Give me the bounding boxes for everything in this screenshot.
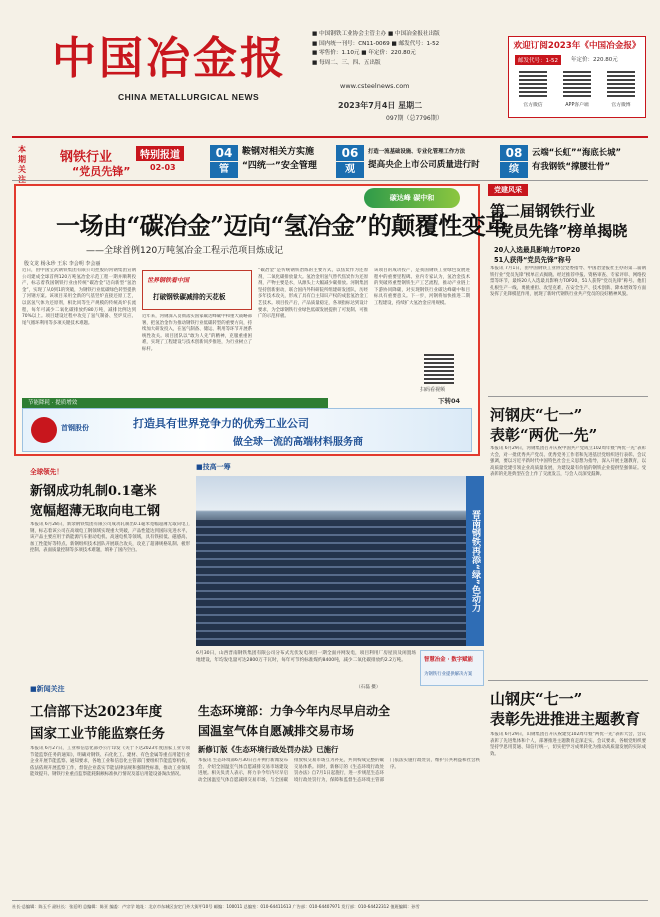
nav-page-tag: 缤: [500, 162, 528, 178]
story-body: 本报讯 6月29日，山钢集团召开庆祝建党102周年暨“两优一先”表彰大会，会议表彰了先进集体和个人，部署推进主题教育走深走实。会议要求，各级党组织要坚持学思用贯通、知信行统一，切实把学习成果转化为推动高质量发展的实际成效。: [490, 732, 646, 757]
nav-feature-pages: 02-03: [150, 163, 176, 172]
masthead-info: [312, 30, 502, 68]
banner-tagline-secondary: 做全球一流的高端材料服务商: [233, 437, 363, 448]
nav-item-line: 云端“长虹”“海底长城”: [532, 147, 622, 157]
nav-page-number: 06: [336, 145, 364, 161]
nav-page-number: 08: [500, 145, 528, 161]
nav-feature-sub: “党员先锋”: [72, 165, 131, 178]
lead-byline: 殷文龙 杨永珍 王东 李会明 李会丽: [24, 261, 101, 267]
masthead-info-line: ■ 国内统一刊号：CN11-0069 ■ 邮发代号：1-52: [312, 40, 440, 47]
section-tag: ■技高一筹: [196, 463, 231, 471]
qr-label: APP客户端: [565, 103, 589, 108]
masthead-info-line: ■ 每周二、三、四、五出版: [312, 59, 381, 66]
story-subhead: 新修订版《生态环境行政处罚办法》已施行: [198, 745, 339, 754]
lead-headline[interactable]: 一场由“碳冶金”迈向“氢冶金”的颠覆性变革: [56, 211, 509, 240]
qr-label: 官方微博: [611, 103, 631, 108]
story-headline[interactable]: 宽幅超薄无取向电工钢: [30, 504, 161, 519]
section-tag: 党建风采: [488, 184, 528, 196]
small-ad-text: 智慧冶金 · 数字赋能: [424, 657, 473, 663]
website-link[interactable]: www.csteelnews.com: [340, 82, 410, 90]
photo-credit: （石磊 摄）: [356, 685, 381, 690]
story-headline[interactable]: 新钢成功轧制0.1毫米: [30, 484, 157, 499]
publication-date: 2023年7月4日 星期二: [338, 101, 423, 110]
nav-item-text: [368, 147, 480, 170]
masthead-title: 中国冶金报: [52, 33, 287, 84]
small-ad[interactable]: [420, 650, 484, 686]
banner-tagline: 打造具有世界竞争力的优秀工业公司: [133, 417, 309, 430]
lead-inset-title: 打破钢铁碳减排的天花板: [153, 293, 226, 301]
banner-company-name: 首钢股份: [61, 424, 89, 432]
story-subhead: 51人获得“党员先锋”称号: [494, 256, 572, 264]
story-body: 本报讯 6月27日，工业和信息化部办公厅印发《关于下达2023年度国家工业专项节能监察任务的通知》，明确对钢铁、石化化工、建材、有色金属等重点用能行业企业开展节能监察。通知要求，各地工业和信息化主管部门要组织节能监察机构，依法依规开展监察工作，督促企业落实节能法律法规和强制性标准，推动工业领域能效提升。钢铁行业重点监察能耗限额标准执行情况及落后用能设备淘汰情况。: [30, 746, 190, 778]
carbon-neutral-logo: 碳达峰 碳中和: [364, 188, 460, 208]
story-headline[interactable]: 国温室气体自愿减排交易市场: [198, 724, 355, 738]
nav-label: 本期关: [18, 145, 26, 174]
story-body: 本报讯 6月29日，河钢集团召开庆祝中国共产党成立102周年暨“两优一先”表彰大会，对一批优秀共产党员、优秀党务工作者和先进基层党组织进行表彰。会议强调，要以习近平新时代中国特色社会主义思想为指导，深入开展主题教育，以高质量党建引领企业高质量发展，为建设最有价值的钢铁企业提供坚强保证。受表彰的先进典型在会上作了交流发言，与会人员深受鼓舞。: [490, 446, 646, 478]
story-headline[interactable]: “党员先锋”榜单揭晓: [490, 222, 628, 240]
lead-body-column: 该项目的成功投产，是我国钢铁工业绿色发展进程中的重要里程碑。业内专家认为，氢冶金技术的突破将重塑钢铁生产工艺流程，推动产业链上下游协同降碳，对实现钢铁行业碳达峰碳中和目标具有重要意义。下一步，河钢将加快推进二期工程建设，持续扩大氢冶金应用规模。: [374, 268, 470, 306]
story-headline[interactable]: 河钢庆“七一”: [490, 406, 583, 424]
qr-label: 官方微信: [523, 103, 543, 108]
masthead-divider: [12, 136, 648, 138]
story-body: 本报讯 生态环境部6月30日召开例行新闻发布会，介绍全国温室气体自愿减排交易市场建设进展。相关负责人表示，将力争今年内尽早启动全国温室气体自愿减排交易市场，与全国碳排放权交易市场互为补充，共同构成完整的碳交易体系。同时，新修订的《生态环境行政处罚办法》自7月1日起施行，进一步规范生态环境行政处罚行为，保障和监督生态环境主管部门依法实施行政处罚，维护公共利益和社会秩序。: [198, 758, 480, 783]
lead-body-column: 近年来，河钢深入贯彻落实国家碳达峰碳中和重大战略部署，把氢冶金作为推动钢铁行业低碳转型的重要方向，持续加大研发投入，在氢气制备、储运、利用等环节开展系统性攻关。项目团队以“敢为人先”的精神，克服重重困难，实现了工程建设与技术创新同步推进，为行业树立了标杆。: [142, 314, 252, 352]
footer-divider: [12, 900, 648, 901]
column-divider: [488, 396, 648, 397]
masthead-info-line: ■ 中国钢铁工业协会主管主办 ■ 中国冶金报社出版: [312, 31, 440, 37]
lead-body-column: “碳冶金”是传统钢铁冶炼的主要方式，以焦炭作为还原剂，二氧化碳排放量大。氢冶金用氢气替代焦炭作为还原剂，产物主要是水，从源头上大幅减少碳排放。河钢集团坚持创新驱动，联合国内外科研院所组建研发团队，历经多年技术攻关，形成了具有自主知识产权的成套氢冶金工艺技术。项目投产后，产品质量稳定，各项指标达到设计要求，为全球钢铁行业绿色低碳发展提供了可复制、可推广的示范样板。: [258, 268, 368, 320]
nav-page-tag: 管: [210, 162, 238, 178]
nav-item-text: [532, 147, 621, 171]
story-body: 本报讯 7月1日，由中国钢铁工业协会党委指导、中国冶金报社主办的第二届钢铁行业“党员先锋”榜单正式揭晓。经过推荐申报、资格审查、专家评审、网络投票等环节，最终20人入选最具影响力TOP20，51人获得“党员先锋”称号。他们扎根生产一线，勇挑重担、攻坚克难，在安全生产、技术创新、降本增效等方面发挥了先锋模范作用，展现了新时代钢铁行业共产党员的良好精神风貌。: [490, 266, 646, 298]
story-kicker: 全球领先！: [30, 468, 63, 476]
photo-caption: 6月30日，山西晋南钢铁集团有限公司分布式光伏发电项目一期全面并网发电，项目利用厂房屋顶及闲置场地建设，年均发电量可达2800万千瓦时，每年可节约标准煤约8400吨，减少二氧化碳排放约2.2万吨。: [196, 651, 416, 663]
solar-panel-rows: [196, 520, 466, 646]
nav-item-line: 提高央企上市公司质量进行时: [368, 160, 480, 170]
subscribe-ad-title: 欢迎订阅2023年《中国冶金报》: [513, 41, 641, 51]
qr-code-icon[interactable]: [424, 354, 454, 384]
lead-subhead: ——全球首例120万吨氢冶金工程示范项目炼成记: [86, 246, 284, 256]
small-ad-subtext: 为钢铁行业提供解决方案: [424, 672, 473, 677]
nav-item-line: 打造一流基础设施、专业化管理工作方法: [368, 149, 466, 155]
nav-item-text: [242, 147, 317, 171]
story-body: 本报讯 6月28日，新余钢铁集团有限公司成功轧制出0.1毫米宽幅超薄无取向电工钢，标志着该公司在高端电工钢领域实现重大突破，产品性能达到国际先进水平。该产品主要应用于新能源汽车驱动电机、高速电机等领域，具有铁损低、磁感高、加工性能好等特点。新钢组织技术团队开展联合攻关，攻克了超薄规格轧制、板形控制、表面质量控制等多项技术难题，填补了国内空白。: [30, 522, 190, 554]
nav-item-line: 鞍钢对相关方实施: [242, 147, 315, 157]
nav-feature-title[interactable]: 钢铁行业: [60, 150, 113, 165]
qr-caption: 扫码看视频: [420, 387, 446, 393]
lead-inset-box: [142, 270, 252, 310]
lead-inset-kicker: 世界钢铁看中国: [147, 277, 190, 284]
banner-top-strip: 节能降耗 · 提质增效: [22, 398, 328, 408]
masthead-english-title: CHINA METALLURGICAL NEWS: [118, 92, 260, 102]
subscribe-ad[interactable]: [508, 36, 646, 118]
story-headline[interactable]: 山钢庆“七一”: [490, 690, 583, 708]
photo-side-label: 晋南钢铁再添“绿”色动力: [466, 476, 484, 646]
footer-imprint: 社长·总编辑：陈玉千 副社长：张廷明 总编辑：陈亚 编委：卢宗学 地址：北京市东城区安定门外大街甲10号 邮编：100011 总编室：010-64411613 广告部：010-64407971 发行部：010-64422312 值班编辑：孙雪: [12, 904, 420, 909]
company-banner-ad[interactable]: [22, 408, 472, 452]
qr-code-icon[interactable]: [519, 69, 547, 97]
story-headline[interactable]: 表彰先进推进主题教育: [490, 710, 641, 728]
story-headline[interactable]: 国家工业节能监察任务: [30, 726, 165, 742]
story-headline[interactable]: 生态环境部：力争今年内尽早启动全: [198, 704, 391, 718]
masthead-info-line: ■ 零售价：1.10元 ■ 年定价：220.80元: [312, 50, 416, 57]
nav-feature-badge: 特别报道: [136, 146, 184, 161]
nav-page-tag: 观: [336, 162, 364, 178]
subscribe-ad-code: 邮发代号：1-52: [515, 55, 561, 65]
story-headline[interactable]: 工信部下达2023年度: [30, 704, 163, 720]
subscribe-ad-price: 年定价：220.80元: [571, 57, 618, 63]
lead-continue-link[interactable]: 下转04: [438, 397, 461, 405]
story-subhead: 20人入选最具影响力TOP20: [494, 246, 581, 254]
nav-page-number: 04: [210, 145, 238, 161]
nav-divider: [12, 180, 648, 181]
issue-number: 097期（总7796期）: [386, 115, 443, 122]
lead-body-column: 近日，由中国宝武钢铁集团有限公司控股的河钢集团宣钢公司建成全球首例120万吨氢冶金示范工程一期并顺利投产，标志着我国钢铁行业由传统“碳冶金”迈向新型“氢冶金”，实现了从0到1的突破，为钢铁行业低碳绿色转型提供了河钢方案。该项目采用全新的气基竖炉直接还原工艺，以富氢气体为还原剂，相比同等生产规模的传统高炉长流程，每年可减少二氧化碳排放约80万吨，减排比例达到70%以上。项目建设过程中攻克了氢气制备、竖炉反应、尾气循环利用等多项关键技术难题。: [22, 268, 136, 326]
story-headline[interactable]: 第二届钢铁行业: [490, 202, 596, 220]
story-headline[interactable]: 表彰“两优一先”: [490, 426, 598, 444]
nav-item-line: “四统一”安全管理: [242, 161, 317, 171]
company-logo-icon: [31, 417, 57, 443]
nav-item-line: 有我钢铁“撑腰壮骨”: [532, 161, 611, 171]
section-tag: ■新闻关注: [30, 685, 65, 693]
qr-code-icon[interactable]: [563, 69, 591, 97]
qr-code-icon[interactable]: [607, 69, 635, 97]
column-divider: [488, 680, 648, 681]
